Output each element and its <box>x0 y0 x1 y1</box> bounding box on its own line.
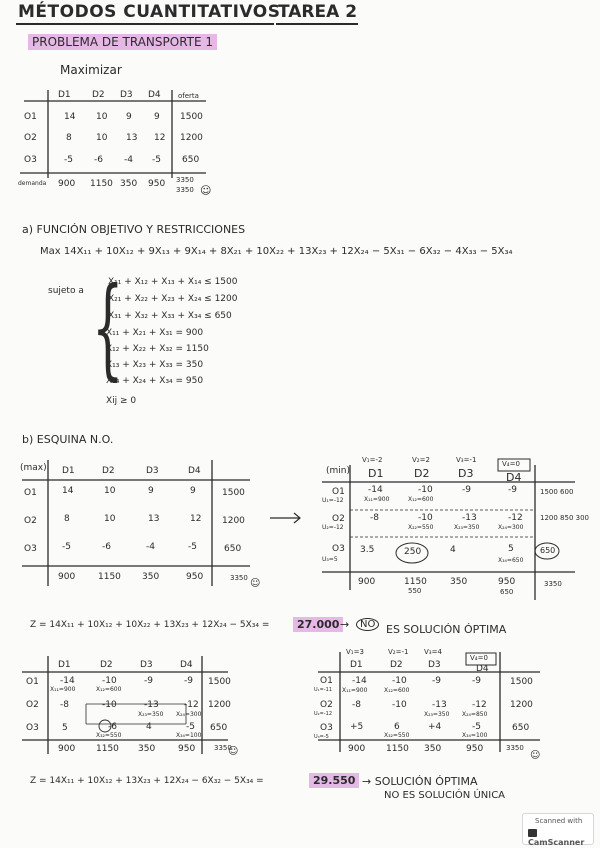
t1-cell: 10 <box>96 133 108 143</box>
t4-demand: 1150 <box>386 744 409 754</box>
z-equation-1: Z = 14X₁₁ + 10X₁₂ + 10X₂₂ + 13X₂₃ + 12X₂₄ − 5X₃₄ = <box>30 620 270 630</box>
t2-demand: 900 <box>58 572 76 582</box>
t4-supply: 1500 <box>510 677 533 687</box>
final-line-2: NO ES SOLUCIÓN ÚNICA <box>384 790 506 801</box>
t2r-cell: 3.5 <box>360 545 375 555</box>
t2-row-label: O2 <box>24 516 37 526</box>
t2r-row-label: O2 <box>332 514 345 524</box>
t3-cell: -10 <box>102 700 117 710</box>
watermark-line1: Scanned with <box>535 817 583 825</box>
t2-row-label: O1 <box>24 488 37 498</box>
t4-demand: 350 <box>424 744 442 754</box>
v-tag: V₄=0 <box>470 654 488 662</box>
t1-col-d4: D4 <box>148 90 161 100</box>
problem-heading-text: PROBLEMA DE TRANSPORTE 1 <box>28 34 217 50</box>
t2-demand: 350 <box>142 572 160 582</box>
v-tag: V₁=-2 <box>362 456 383 464</box>
t2-cell: -5 <box>62 542 71 552</box>
constraint: Xij ≥ 0 <box>106 396 137 406</box>
z-arrow-1: → <box>340 618 350 631</box>
t4-cell: +4 <box>428 722 442 732</box>
z-value-2-text: 29.550 <box>309 773 359 788</box>
t2r-row-label: O3 <box>332 544 345 554</box>
t4-col: D1 <box>350 660 363 670</box>
t2r-col: D3 <box>458 467 474 480</box>
constraint: X₁₄ + X₂₄ + X₃₄ = 950 <box>106 376 204 386</box>
t2-col: D2 <box>102 466 115 476</box>
t2r-total: 3350 <box>544 580 562 588</box>
t1-cell: 12 <box>154 133 166 143</box>
t2r-demand: 1150 <box>404 577 427 587</box>
t3-cell: -13 <box>144 700 159 710</box>
t3-cell: 5 <box>62 723 68 733</box>
t2-supply: 650 <box>224 544 242 554</box>
constraint: X₁₁ + X₁₂ + X₁₃ + X₁₄ ≤ 1500 <box>108 277 238 287</box>
camscanner-watermark <box>522 813 594 845</box>
t3-row-label: O3 <box>26 723 39 733</box>
t2r-cell: -10 <box>418 485 433 495</box>
t2r-alloc: X₃₄=650 <box>498 557 524 564</box>
t3-demand: 900 <box>58 744 76 754</box>
t4-alloc: X₃₂=550 <box>384 732 410 739</box>
t2r-supply: 650 <box>540 546 556 555</box>
t2r-cell: -9 <box>462 485 471 495</box>
t1-cell: -5 <box>152 155 161 165</box>
t4-demand: 950 <box>466 744 484 754</box>
t3-alloc: X₃₂=550 <box>96 732 122 739</box>
t2r-col: D1 <box>368 467 384 480</box>
constraint: X₁₁ + X₂₁ + X₃₁ = 900 <box>106 328 204 338</box>
t3-alloc: X₃₄=100 <box>176 732 202 739</box>
smiley-icon: ☺ <box>530 750 541 761</box>
t1-row-o1: O1 <box>24 112 37 122</box>
t4-cell: -10 <box>392 676 407 686</box>
t3-demand: 1150 <box>96 744 119 754</box>
part-a-heading: a) FUNCIÓN OBJETIVO Y RESTRICCIONES <box>22 223 246 236</box>
t1-row-o3: O3 <box>24 155 37 165</box>
t2-col: D4 <box>188 466 201 476</box>
v-tag: V₁=3 <box>346 648 364 656</box>
t4-cell: -13 <box>432 700 447 710</box>
v-tag: V₂=-1 <box>388 648 409 656</box>
t2-cell: -4 <box>146 542 155 552</box>
t1-cell: 9 <box>126 112 132 122</box>
t2r-demand: 900 <box>358 577 376 587</box>
t3-cell: -9 <box>184 676 193 686</box>
t4-row-label: O2 <box>320 700 333 710</box>
part-b-heading: b) ESQUINA N.O. <box>22 433 114 446</box>
t3-supply: 1200 <box>208 700 231 710</box>
t2r-cell: -9 <box>508 485 517 495</box>
t2r-alloc: X₁₂=600 <box>408 496 434 503</box>
t1-col-d1: D1 <box>58 90 71 100</box>
t3-cell: 4 <box>146 722 152 732</box>
t4-alloc: X₁₂=600 <box>384 687 410 694</box>
t3-alloc: X₁₂=600 <box>96 686 122 693</box>
z-conclusion-1: ES SOLUCIÓN ÓPTIMA <box>386 623 507 636</box>
t1-col-oferta: oferta <box>178 92 199 100</box>
t2r-cell: 4 <box>450 545 456 555</box>
t1-cell: 1500 <box>180 112 203 122</box>
t1-demand: 900 <box>58 179 76 189</box>
t2r-alloc: X₂₂=550 <box>408 524 434 531</box>
z-equation-2: Z = 14X₁₁ + 10X₁₂ + 13X₂₃ + 12X₂₄ − 6X₃₂ − 5X₃₄ = <box>30 776 264 786</box>
t4-total: 3350 <box>506 744 524 752</box>
constraint: X₃₁ + X₃₂ + X₃₃ + X₃₄ ≤ 650 <box>108 311 232 321</box>
t3-cell: -5 <box>186 722 195 732</box>
t3-alloc: X₁₁=900 <box>50 686 76 693</box>
t2-row-label: O3 <box>24 544 37 554</box>
t2-demand: 950 <box>186 572 204 582</box>
smiley-icon: ☺ <box>250 578 261 589</box>
t3-cell: -8 <box>60 700 69 710</box>
t2-cell: 10 <box>104 514 116 524</box>
t4-alloc: X₁₁=900 <box>342 687 368 694</box>
t2r-cell: 5 <box>508 544 514 554</box>
t1-col-d2: D2 <box>92 90 105 100</box>
max-tag: (max) <box>20 463 47 473</box>
t2r-cell: -8 <box>370 513 379 523</box>
t1-demand: 350 <box>120 179 138 189</box>
t1-demand: 950 <box>148 179 166 189</box>
t4-cell: -9 <box>472 676 481 686</box>
t3-cell: -6 <box>108 722 117 732</box>
t2r-row-label: O1 <box>332 487 345 497</box>
t2-cell: 8 <box>64 514 70 524</box>
t2r-cell: -13 <box>462 513 477 523</box>
t2-supply: 1500 <box>222 488 245 498</box>
t4-row-label: O3 <box>320 723 333 733</box>
t1-cell: 10 <box>96 112 108 122</box>
t3-col: D2 <box>100 660 113 670</box>
v-tag: V₃=-1 <box>456 456 477 464</box>
t2r-supply: 1500 600 <box>540 488 574 496</box>
v-tag: V₄=0 <box>502 460 520 468</box>
t4-cell: +5 <box>350 722 364 732</box>
t2r-demand: 950 <box>498 577 516 587</box>
t2-cell: -5 <box>188 542 197 552</box>
t2r-cell: -12 <box>508 513 523 523</box>
t2r-alloc: X₂₄=300 <box>498 524 524 531</box>
t3-cell: -9 <box>144 676 153 686</box>
t2-demand: 1150 <box>98 572 121 582</box>
t2-cell: 12 <box>190 514 202 524</box>
t4-alloc: X₂₄=850 <box>462 711 488 718</box>
t1-cell: -6 <box>94 155 103 165</box>
no-circle-text: NO <box>356 618 379 631</box>
final-line-1: → SOLUCIÓN ÓPTIMA <box>362 775 478 788</box>
t4-col: D3 <box>428 660 441 670</box>
t3-supply: 1500 <box>208 677 231 687</box>
t1-cell: -5 <box>64 155 73 165</box>
t3-row-label: O2 <box>26 700 39 710</box>
t4-row-label: O1 <box>320 676 333 686</box>
t2r-col: D4 <box>506 471 522 484</box>
t1-col-d3: D3 <box>120 90 133 100</box>
t2-cell: 9 <box>148 486 154 496</box>
t1-cell: 8 <box>66 133 72 143</box>
t4-demand: 900 <box>348 744 366 754</box>
t1-cell: 13 <box>126 133 138 143</box>
t2r-demand-sub: 550 <box>408 587 422 595</box>
u-tag: U₂=-12 <box>314 711 333 717</box>
smiley-icon: ☺ <box>200 184 212 197</box>
t4-alloc: X₃₄=100 <box>462 732 488 739</box>
t2r-cell: -14 <box>368 485 383 495</box>
u-tag: U₃=5 <box>322 556 338 563</box>
u-tag: U₂=-12 <box>322 524 344 531</box>
smiley-icon: ☺ <box>228 746 239 757</box>
t3-col: D3 <box>140 660 153 670</box>
t2r-demand-sub: 650 <box>500 588 514 596</box>
constraint-brace: { <box>92 263 124 391</box>
t2-cell: 10 <box>104 486 116 496</box>
constraint: X₁₂ + X₂₂ + X₃₂ = 1150 <box>106 344 209 354</box>
u-tag: U₁=-11 <box>314 687 333 693</box>
t2r-alloc: X₂₃=350 <box>454 524 480 531</box>
t1-total2: 3350 <box>176 186 194 194</box>
t3-cell: -10 <box>102 676 117 686</box>
t1-total: 3350 <box>176 176 194 184</box>
watermark-line2 <box>528 829 593 847</box>
t2r-cell: 250 <box>404 547 422 557</box>
subject-to-label: sujeto a <box>48 286 84 296</box>
t2r-supply: 1200 850 300 <box>540 514 589 522</box>
u-tag: U₁=-12 <box>322 497 344 504</box>
v-tag: V₂=2 <box>412 456 430 464</box>
t4-alloc: X₂₃=350 <box>424 711 450 718</box>
t4-cell: -5 <box>472 722 481 732</box>
t1-cell: 14 <box>64 112 76 122</box>
t3-demand: 950 <box>178 744 196 754</box>
t1-cell: 1200 <box>180 133 203 143</box>
t3-supply: 650 <box>210 723 228 733</box>
t4-supply: 650 <box>512 723 530 733</box>
t2r-demand: 350 <box>450 577 468 587</box>
v-tag: V₃=4 <box>424 648 442 656</box>
t4-cell: -14 <box>352 676 367 686</box>
t3-total: 3350 <box>214 744 232 752</box>
t3-alloc: X₂₃=350 <box>138 711 164 718</box>
z-value-2 <box>309 774 359 787</box>
min-tag: (min) <box>326 466 350 476</box>
t3-row-label: O1 <box>26 677 39 687</box>
objective-function: Max 14X₁₁ + 10X₁₂ + 9X₁₃ + 9X₁₄ + 8X₂₁ + 10X₂₂ + 13X₂₃ + 12X₂₄ − 5X₃₁ − 6X₃₂ − 4X₃₃ − 5X₃₄ <box>40 246 513 257</box>
t3-cell: -12 <box>184 700 199 710</box>
constraint: X₂₁ + X₂₂ + X₂₃ + X₂₄ ≤ 1200 <box>108 294 238 304</box>
t4-supply: 1200 <box>510 700 533 710</box>
watermark-brand: CamScanner <box>528 838 585 847</box>
t2-col: D1 <box>62 466 75 476</box>
t2r-cell: -10 <box>418 513 433 523</box>
t4-cell: -9 <box>432 676 441 686</box>
t2-total: 3350 <box>230 574 248 582</box>
t3-cell: -14 <box>60 676 75 686</box>
t3-col: D4 <box>180 660 193 670</box>
u-tag: U₃=-5 <box>314 734 329 740</box>
t4-cell: 6 <box>394 722 400 732</box>
t1-cell: 650 <box>182 155 200 165</box>
maximize-label: Maximizar <box>60 63 122 77</box>
t2r-col: D2 <box>414 467 430 480</box>
task-label: TAREA 2 <box>278 2 358 22</box>
t1-cell: 9 <box>154 112 160 122</box>
t2-col: D3 <box>146 466 159 476</box>
t1-demand-label: demanda <box>18 180 47 187</box>
t4-cell: -8 <box>352 700 361 710</box>
t1-row-o2: O2 <box>24 133 37 143</box>
t3-col: D1 <box>58 660 71 670</box>
z-value-1-text: 27.000 <box>293 617 343 632</box>
t1-cell: -4 <box>124 155 133 165</box>
t2-cell: 13 <box>148 514 160 524</box>
t1-demand: 1150 <box>90 179 113 189</box>
t2-cell: 9 <box>190 486 196 496</box>
t3-demand: 350 <box>138 744 156 754</box>
t2-cell: -6 <box>102 542 111 552</box>
t2-supply: 1200 <box>222 516 245 526</box>
t3-alloc: X₂₄=300 <box>176 711 202 718</box>
page-title: MÉTODOS CUANTITATIVOS. <box>18 2 288 22</box>
t4-col: D2 <box>390 660 403 670</box>
t4-col: D4 <box>476 664 489 674</box>
camscanner-logo-icon <box>528 829 537 837</box>
t2-cell: 14 <box>62 486 74 496</box>
t4-cell: -12 <box>472 700 487 710</box>
t4-cell: -10 <box>392 700 407 710</box>
t2r-alloc: X₁₁=900 <box>364 496 390 503</box>
constraint: X₁₃ + X₂₃ + X₃₃ = 350 <box>106 360 204 370</box>
